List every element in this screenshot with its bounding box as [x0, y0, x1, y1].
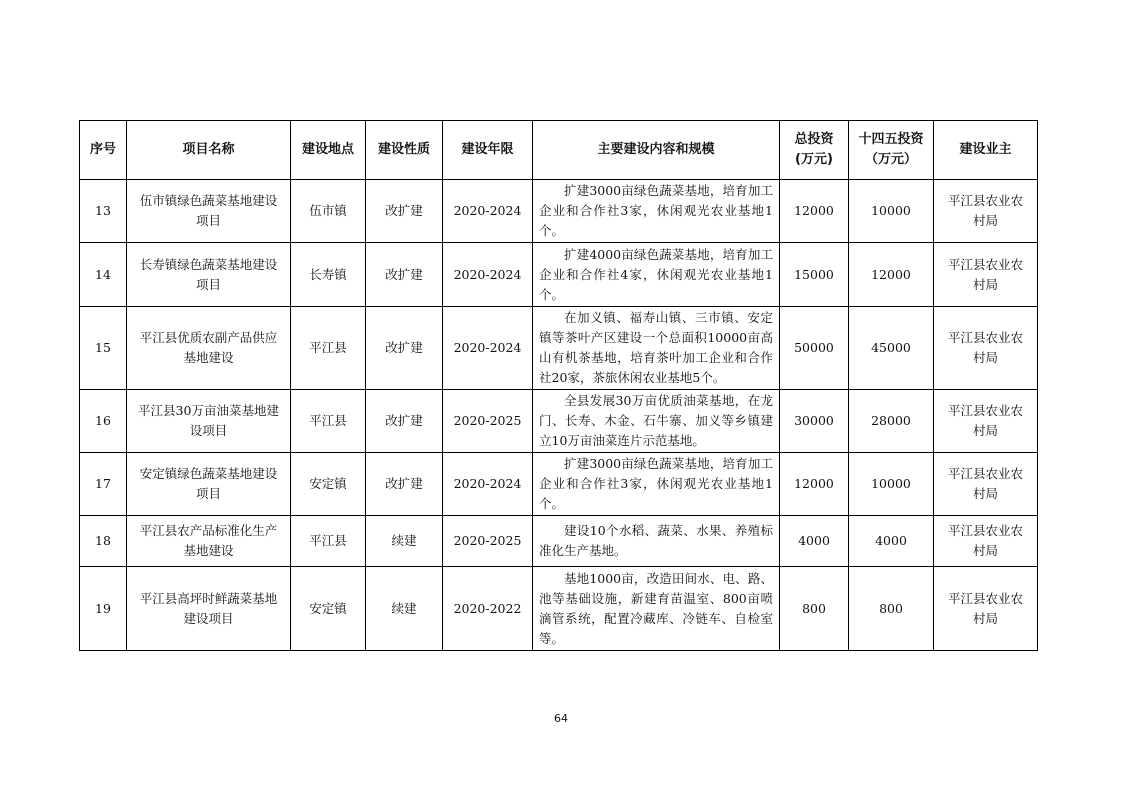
cell-location: 平江县: [291, 307, 366, 390]
table-header-row: [80, 121, 1038, 180]
cell-name: 安定镇绿色蔬菜基地建设项目: [127, 453, 291, 516]
cell-content: 扩建3000亩绿色蔬菜基地，培育加工企业和合作社3家，休闲观光农业基地1个。: [533, 453, 780, 516]
cell-period: 2020-2024: [443, 453, 533, 516]
table-row: [80, 567, 1038, 651]
cell-owner: 平江县农业农村局: [934, 307, 1038, 390]
cell-total: 15000: [780, 243, 849, 307]
cell-total: 12000: [780, 180, 849, 243]
cell-total: 30000: [780, 390, 849, 453]
cell-no: 14: [80, 243, 127, 307]
cell-owner: 平江县农业农村局: [934, 516, 1038, 567]
cell-no: 19: [80, 567, 127, 651]
cell-name: 伍市镇绿色蔬菜基地建设项目: [127, 180, 291, 243]
table-row: [80, 390, 1038, 453]
cell-nature: 改扩建: [366, 243, 443, 307]
cell-no: 13: [80, 180, 127, 243]
cell-owner: 平江县农业农村局: [934, 180, 1038, 243]
cell-five: 800: [849, 567, 934, 651]
header-nature: 建设性质: [366, 121, 443, 180]
cell-location: 长寿镇: [291, 243, 366, 307]
page-number: 64: [554, 712, 568, 725]
cell-owner: 平江县农业农村局: [934, 567, 1038, 651]
cell-five: 45000: [849, 307, 934, 390]
cell-period: 2020-2022: [443, 567, 533, 651]
table-row: [80, 307, 1038, 390]
header-location: 建设地点: [291, 121, 366, 180]
cell-five: 4000: [849, 516, 934, 567]
cell-five: 10000: [849, 453, 934, 516]
cell-nature: 续建: [366, 567, 443, 651]
cell-total: 12000: [780, 453, 849, 516]
cell-owner: 平江县农业农村局: [934, 453, 1038, 516]
cell-total: 4000: [780, 516, 849, 567]
cell-period: 2020-2024: [443, 307, 533, 390]
cell-content: 扩建4000亩绿色蔬菜基地，培育加工企业和合作社4家，休闲观光农业基地1个。: [533, 243, 780, 307]
header-total-line2: (万元): [795, 152, 833, 167]
cell-no: 16: [80, 390, 127, 453]
header-total-line1: 总投资: [794, 132, 834, 147]
table-row: [80, 453, 1038, 516]
header-total-investment: [780, 121, 849, 180]
cell-nature: 改扩建: [366, 307, 443, 390]
header-name: 项目名称: [127, 121, 291, 180]
header-content: 主要建设内容和规模: [533, 121, 780, 180]
header-period: 建设年限: [443, 121, 533, 180]
cell-owner: 平江县农业农村局: [934, 243, 1038, 307]
cell-no: 18: [80, 516, 127, 567]
cell-location: 伍市镇: [291, 180, 366, 243]
cell-name: 平江县30万亩油菜基地建设项目: [127, 390, 291, 453]
cell-period: 2020-2025: [443, 390, 533, 453]
cell-location: 平江县: [291, 390, 366, 453]
table-row: [80, 243, 1038, 307]
cell-content: 全县发展30万亩优质油菜基地，在龙门、长寿、木金、石牛寨、加义等乡镇建立10万亩油菜连片示范基地。: [533, 390, 780, 453]
header-no: 序号: [80, 121, 127, 180]
cell-nature: 改扩建: [366, 180, 443, 243]
cell-period: 2020-2024: [443, 180, 533, 243]
cell-content: 扩建3000亩绿色蔬菜基地，培育加工企业和合作社3家，休闲观光农业基地1个。: [533, 180, 780, 243]
cell-total: 50000: [780, 307, 849, 390]
cell-nature: 续建: [366, 516, 443, 567]
cell-name: 平江县优质农副产品供应基地建设: [127, 307, 291, 390]
cell-nature: 改扩建: [366, 390, 443, 453]
project-table: [79, 120, 1038, 651]
cell-period: 2020-2025: [443, 516, 533, 567]
cell-five: 10000: [849, 180, 934, 243]
cell-five: 28000: [849, 390, 934, 453]
cell-nature: 改扩建: [366, 453, 443, 516]
cell-name: 平江县农产品标准化生产基地建设: [127, 516, 291, 567]
table-row: [80, 180, 1038, 243]
cell-no: 15: [80, 307, 127, 390]
cell-period: 2020-2024: [443, 243, 533, 307]
cell-name: 长寿镇绿色蔬菜基地建设项目: [127, 243, 291, 307]
cell-name: 平江县高坪时鲜蔬菜基地建设项目: [127, 567, 291, 651]
cell-location: 安定镇: [291, 453, 366, 516]
cell-total: 800: [780, 567, 849, 651]
table-row: [80, 516, 1038, 567]
header-five-year-investment: [849, 121, 934, 180]
cell-owner: 平江县农业农村局: [934, 390, 1038, 453]
cell-five: 12000: [849, 243, 934, 307]
cell-content: 在加义镇、福寿山镇、三市镇、安定镇等茶叶产区建设一个总面积10000亩高山有机茶基地，培育茶叶加工企业和合作社20家，茶旅休闲农业基地5个。: [533, 307, 780, 390]
cell-no: 17: [80, 453, 127, 516]
cell-content: 基地1000亩，改造田间水、电、路、池等基础设施，新建育苗温室、800亩喷滴管系统，配置冷藏库、冷链车、自检室等。: [533, 567, 780, 651]
cell-location: 平江县: [291, 516, 366, 567]
header-owner: 建设业主: [934, 121, 1038, 180]
header-five-line1: 十四五投资: [858, 132, 924, 147]
header-five-line2: （万元）: [864, 152, 917, 167]
cell-content: 建设10个水稻、蔬菜、水果、养殖标准化生产基地。: [533, 516, 780, 567]
project-table-container: [79, 120, 1037, 651]
cell-location: 安定镇: [291, 567, 366, 651]
